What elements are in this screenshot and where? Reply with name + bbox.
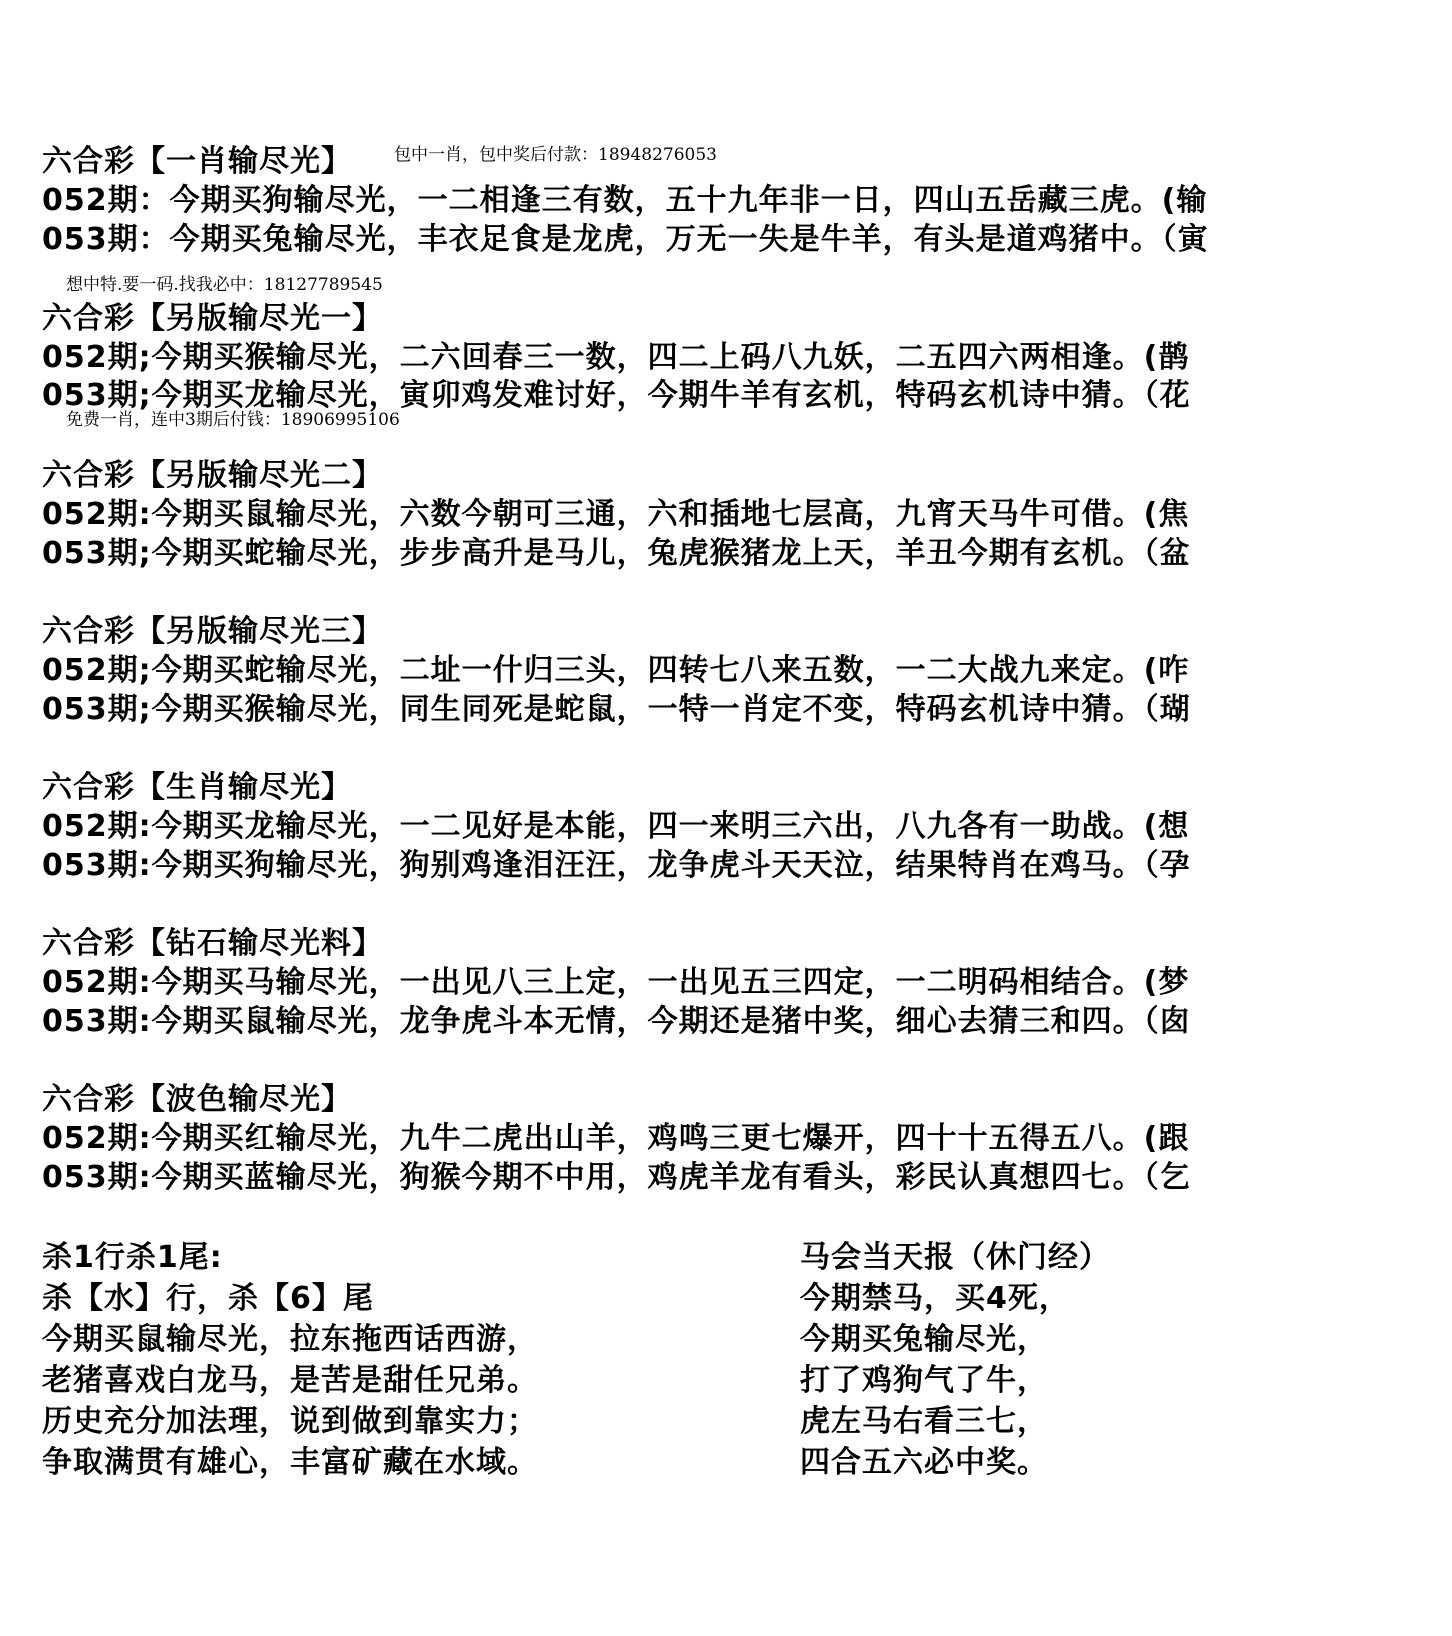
period-line: 053期:今期买鼠输尽光，龙争虎斗本无情，今期还是猪中奖，细心去猜三和四。（囱 [42, 1004, 1191, 1039]
right-block-title: 马会当天报（休门经） [800, 1240, 1110, 1275]
right-block-line: 四合五六必中奖。 [800, 1445, 1048, 1480]
period-line: 052期;今期买猴输尽光，二六回春三一数，四二上码八九妖，二五四六两相逢。(鹊 [42, 340, 1190, 375]
period-line: 052期:今期买马输尽光，一出见八三上定，一出见五三四定，一二明码相结合。(梦 [42, 965, 1190, 1000]
period-line: 052期:今期买龙输尽光，一二见好是本能，四一来明三六出，八九各有一助战。(想 [42, 809, 1190, 844]
period-line: 053期:今期买狗输尽光，狗别鸡逢泪汪汪，龙争虎斗天天泣，结果特肖在鸡马。（孕 [42, 848, 1191, 883]
period-line: 052期：今期买狗输尽光，一二相逢三有数，五十九年非一日，四山五岳藏三虎。(输 [42, 183, 1208, 218]
contact-note: 想中特.要一码.找我必中：18127789545 [66, 275, 383, 295]
left-block-line: 老猪喜戏白龙马，是苦是甜任兄弟。 [42, 1363, 538, 1398]
period-line: 052期:今期买红输尽光，九牛二虎出山羊，鸡鸣三更七爆开，四十十五得五八。(跟 [42, 1121, 1190, 1156]
section-title: 六合彩【波色输尽光】 [42, 1082, 352, 1117]
section-title: 六合彩【另版输尽光三】 [42, 614, 383, 649]
right-block-line: 今期买兔输尽光， [800, 1322, 1048, 1357]
left-block-line: 历史充分加法理，说到做到靠实力； [42, 1404, 538, 1439]
section-title: 六合彩【另版输尽光一】 [42, 301, 383, 336]
period-line: 052期;今期买蛇输尽光，二址一什归三头，四转七八来五数，一二大战九来定。(咋 [42, 653, 1190, 688]
left-block-line: 今期买鼠输尽光，拉东拖西话西游， [42, 1322, 538, 1357]
contact-note: 包中一肖，包中奖后付款：18948276053 [390, 140, 717, 165]
period-line: 053期：今期买兔输尽光，丰衣足食是龙虎，万无一失是牛羊，有头是道鸡猪中。（寅 [42, 222, 1209, 257]
contact-note: 免费一肖，连中3期后付钱：18906995106 [66, 410, 400, 430]
right-block-line: 今期禁马，买4死， [800, 1281, 1070, 1316]
section-title: 六合彩【钻石输尽光料】 [42, 926, 383, 961]
period-line: 053期:今期买蓝输尽光，狗猴今期不中用，鸡虎羊龙有看头，彩民认真想四七。（乞 [42, 1160, 1191, 1195]
right-block-line: 虎左马右看三七， [800, 1404, 1048, 1439]
period-line: 052期:今期买鼠输尽光，六数今朝可三通，六和插地七层高，九宵天马牛可借。(焦 [42, 497, 1190, 532]
period-line: 053期;今期买龙输尽光，寅卯鸡发难讨好，今期牛羊有玄机，特码玄机诗中猜。（花 [42, 378, 1191, 413]
section-title: 六合彩【一肖输尽光】 [42, 144, 352, 179]
left-block-line: 争取满贯有雄心，丰富矿藏在水域。 [42, 1445, 538, 1480]
left-block-title: 杀1行杀1尾: [42, 1240, 223, 1275]
section-title: 六合彩【生肖输尽光】 [42, 770, 352, 805]
right-block-line: 打了鸡狗气了牛， [800, 1363, 1048, 1398]
section-title: 六合彩【另版输尽光二】 [42, 458, 383, 493]
period-line: 053期;今期买猴输尽光，同生同死是蛇鼠，一特一肖定不变，特码玄机诗中猜。（瑚 [42, 692, 1191, 727]
left-block-line: 杀【水】行，杀【6】尾 [42, 1281, 374, 1316]
period-line: 053期;今期买蛇输尽光，步步高升是马儿，兔虎猴猪龙上天，羊丑今期有玄机。（盆 [42, 536, 1191, 571]
